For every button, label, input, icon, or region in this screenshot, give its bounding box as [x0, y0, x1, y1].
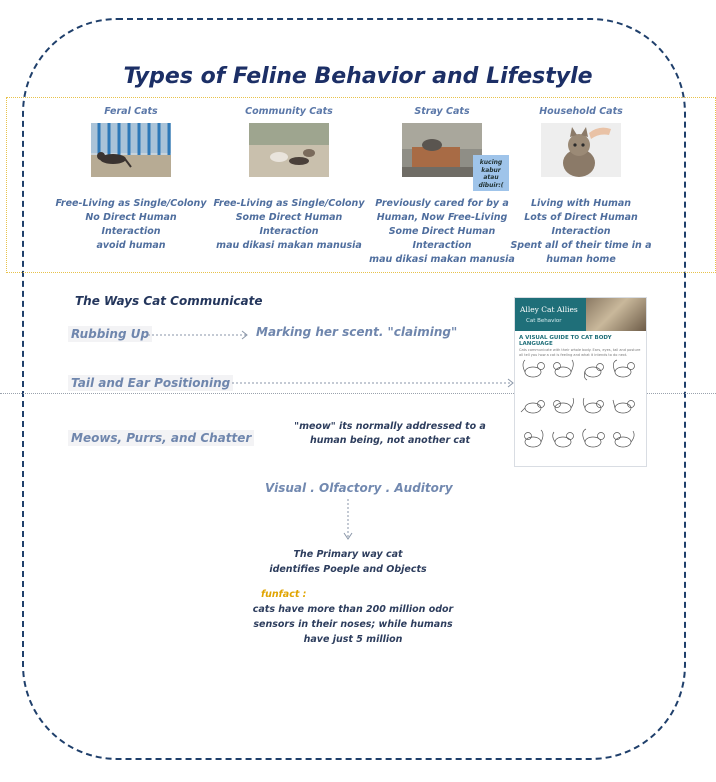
senses-arrow [342, 499, 354, 543]
communicate-heading: The Ways Cat Communicate [75, 294, 263, 308]
rubbing-up-label: Rubbing Up [68, 326, 152, 342]
funfact-line: sensors in their noses; while humans [253, 619, 453, 630]
rubbing-meaning: Marking her scent. "claiming" [256, 325, 458, 339]
feral-desc-line: avoid human [96, 240, 166, 251]
stray-desc-line: Some Direct Human [388, 226, 496, 237]
meow-note-line: "meow" its normally addressed to a [294, 421, 486, 432]
community-cats-heading: Community Cats [245, 106, 333, 117]
household-cats-heading: Household Cats [539, 106, 623, 117]
community-cats-column [204, 106, 374, 253]
stray-desc-line: Human, Now Free-Living [376, 212, 508, 223]
primary-line: identifies Poeple and Objects [269, 564, 427, 575]
funfact-label: funfact : [261, 589, 307, 600]
feral-desc-line: Interaction [101, 226, 161, 237]
page-title: Types of Feline Behavior and Lifestyle [123, 64, 593, 89]
stray-desc-line: mau dikasi makan manusia [369, 254, 515, 265]
body-language-poster [514, 297, 647, 467]
rubbing-arrow [148, 329, 252, 341]
feral-cat-photo [91, 123, 171, 177]
community-desc-line: mau dikasi makan manusia [216, 240, 362, 251]
household-desc-line: Interaction [551, 226, 611, 237]
household-cats-column [496, 106, 666, 267]
poster-intro: Cats communicate with their whole body. Ears, eyes, tail and posture all tell you how a cat is feeling and what it intends to do next. [519, 348, 641, 357]
meow-note [290, 420, 490, 448]
stray-note-line: dibuir:( [478, 181, 504, 189]
funfact-text [238, 602, 468, 647]
feral-cats-heading: Feral Cats [104, 106, 158, 117]
tail-arrow [232, 377, 518, 389]
senses-label: Visual . Olfactory . Auditory [265, 481, 453, 495]
stray-note-line: kucing [479, 159, 503, 166]
meows-label: Meows, Purrs, and Chatter [68, 430, 254, 446]
primary-way-text [248, 547, 448, 577]
stray-note-line: kabur atau [481, 166, 501, 181]
funfact-line: cats have more than 200 million odor [252, 604, 454, 615]
community-desc-line: Some Direct Human [235, 212, 343, 223]
household-desc-line: Spent all of their time in a [510, 240, 652, 251]
meow-note-line: human being, not another cat [309, 435, 471, 446]
community-desc-line: Free-Living as Single/Colony [213, 198, 365, 209]
poster-cat-photo [586, 298, 646, 331]
household-desc-line: Lots of Direct Human [524, 212, 638, 223]
poster-brand: Alley Cat Allies [520, 305, 578, 314]
household-desc-line: human home [546, 254, 616, 265]
community-desc-line: Interaction [259, 226, 319, 237]
poster-cat-sketches [515, 356, 646, 466]
stray-cat-photo [402, 123, 482, 177]
poster-subtitle: Cat Behavior [526, 318, 562, 324]
stray-desc-line: Interaction [412, 240, 472, 251]
household-cat-photo [541, 123, 621, 177]
stray-cats-heading: Stray Cats [414, 106, 470, 117]
poster-header [515, 298, 646, 331]
poster-title: A VISUAL GUIDE TO CAT BODY LANGUAGE [519, 335, 612, 347]
funfact-line: have just 5 million [303, 634, 403, 645]
tail-ear-label: Tail and Ear Positioning [68, 375, 233, 391]
primary-line: The Primary way cat [293, 549, 403, 560]
stray-desc-line: Previously cared for by a [375, 198, 509, 209]
feral-desc-line: No Direct Human [85, 212, 177, 223]
household-desc-line: Living with Human [530, 198, 632, 209]
community-cat-photo [249, 123, 329, 177]
feral-cats-column [46, 106, 216, 253]
feral-desc-line: Free-Living as Single/Colony [55, 198, 207, 209]
